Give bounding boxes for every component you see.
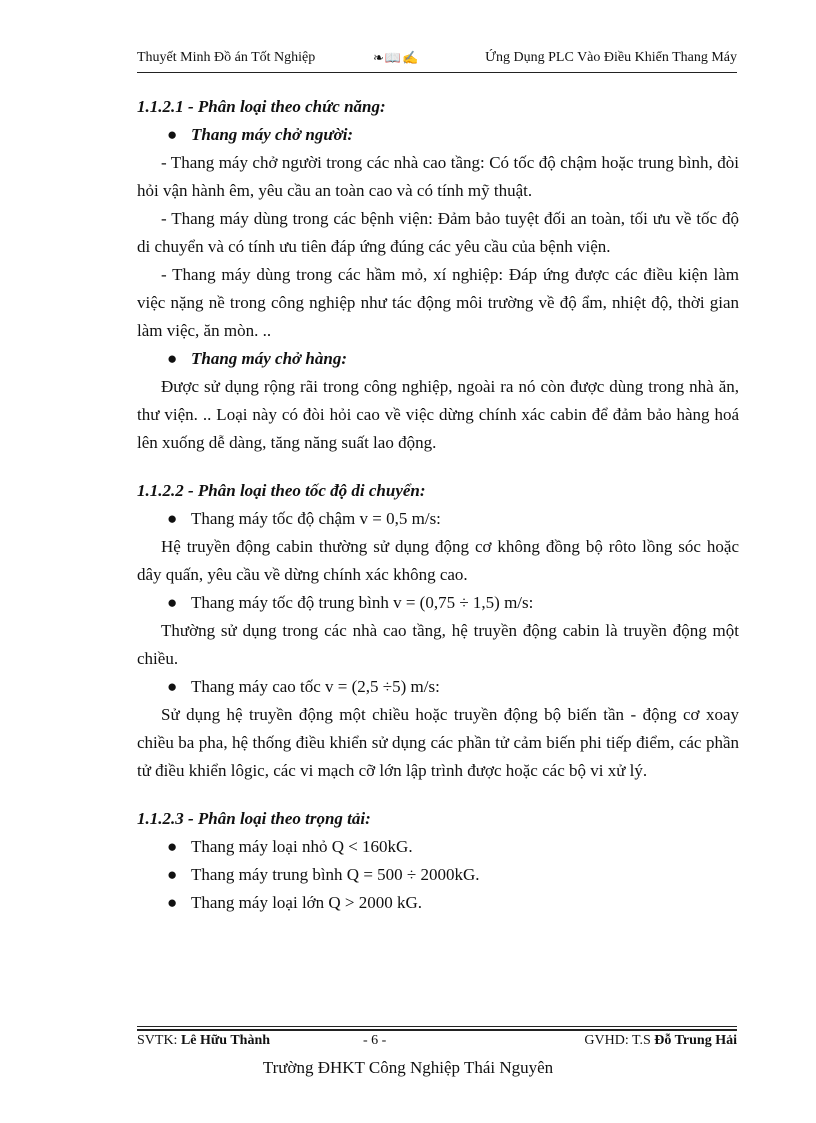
- footer-divider: [137, 1026, 737, 1027]
- footer-advisor: GVHD: T.S Đỗ Trung Hải: [584, 1033, 737, 1048]
- header-right-title: Ứng Dụng PLC Vào Điều Khiển Thang Máy: [485, 50, 737, 65]
- bullet-dot-icon: ●: [167, 125, 178, 144]
- page-header: [137, 50, 737, 70]
- header-left-title: Thuyết Minh Đồ án Tốt Nghiệp: [137, 50, 316, 65]
- bullet-item: ● Thang máy tốc độ trung bình v = (0,75 ÷ 1,5) m/s:: [137, 589, 739, 617]
- spacer: [137, 785, 739, 805]
- header-divider: [137, 72, 737, 73]
- footer-student: SVTK: Lê Hữu Thành: [137, 1033, 271, 1048]
- bullet-item: ● Thang máy cao tốc v = (2,5 ÷5) m/s:: [137, 673, 739, 701]
- page-footer: [137, 1033, 737, 1053]
- bullet-item: ● Thang máy loại nhỏ Q < 160kG.: [137, 833, 739, 861]
- paragraph: Hệ truyền động cabin thường sử dụng động cơ không đồng bộ rôto lồng sóc hoặc dây quấn, yêu cầu về dừng chính xác không cao.: [137, 537, 739, 584]
- paragraph: - Thang máy dùng trong các bệnh viện: Đảm bảo tuyệt đối an toàn, tối ưu về tốc độ di chuyển và có tính ưu tiên đáp ứng đúng các yêu cầu của bệnh viện.: [137, 209, 739, 256]
- body-content: [137, 93, 739, 917]
- footer-divider-thick: [137, 1029, 737, 1031]
- bullet-item: ● Thang máy tốc độ chậm v = 0,5 m/s:: [137, 505, 739, 533]
- bullet-dot-icon: ●: [167, 893, 178, 912]
- section-heading: 1.1.2.2 - Phân loại theo tốc độ di chuyển:: [137, 481, 426, 500]
- paragraph: - Thang máy dùng trong các hầm mỏ, xí nghiệp: Đáp ứng được các điều kiện làm việc nặng nề trong công nghiệp như tác động môi trường về độ ẩm, nhiệt độ, thời gian làm việc, ăn mòn. ..: [137, 265, 739, 340]
- bullet-dot-icon: ●: [167, 349, 178, 368]
- section-heading: 1.1.2.3 - Phân loại theo trọng tải:: [137, 809, 371, 828]
- bullet-dot-icon: ●: [167, 837, 178, 856]
- bullet-item: ● Thang máy trung bình Q = 500 ÷ 2000kG.: [137, 861, 739, 889]
- bullet-item: ● Thang máy chở hàng:: [137, 345, 739, 373]
- paragraph: Sử dụng hệ truyền động một chiều hoặc truyền động bộ biến tần - động cơ xoay chiều ba pha, hệ thống điều khiển sử dụng các phần tử cảm biến phi tiếp điểm, các phần tử điều khiển lôgic, các vi mạch cỡ lớn lập trình được hoặc các bộ vi xử lý.: [137, 705, 739, 780]
- bullet-dot-icon: ●: [167, 509, 178, 528]
- section-heading: 1.1.2.1 - Phân loại theo chức năng:: [137, 97, 386, 116]
- page-number: - 6 -: [363, 1033, 387, 1048]
- school-name: Trường ĐHKT Công Nghiệp Thái Nguyên: [262, 1058, 554, 1077]
- bullet-item: ● Thang máy chở người:: [137, 121, 739, 149]
- header-ornament-icon: ❧📖✍: [373, 50, 420, 65]
- bullet-item: ● Thang máy loại lớn Q > 2000 kG.: [137, 889, 739, 917]
- paragraph: Được sử dụng rộng rãi trong công nghiệp, ngoài ra nó còn được dùng trong nhà ăn, thư viện. .. Loại này có đòi hỏi cao về việc dừng chính xác cabin để đảm bảo hàng hoá lên xuống dễ dàng, tăng năng suất lao động.: [137, 377, 739, 452]
- spacer: [137, 457, 739, 477]
- paragraph: - Thang máy chở người trong các nhà cao tầng: Có tốc độ chậm hoặc trung bình, đòi hỏi vận hành êm, yêu cầu an toàn cao và có tính mỹ thuật.: [137, 153, 739, 200]
- bullet-dot-icon: ●: [167, 593, 178, 612]
- paragraph: Thường sử dụng trong các nhà cao tầng, hệ truyền động cabin là truyền động một chiều.: [137, 621, 739, 668]
- bullet-dot-icon: ●: [167, 865, 178, 884]
- bullet-dot-icon: ●: [167, 677, 178, 696]
